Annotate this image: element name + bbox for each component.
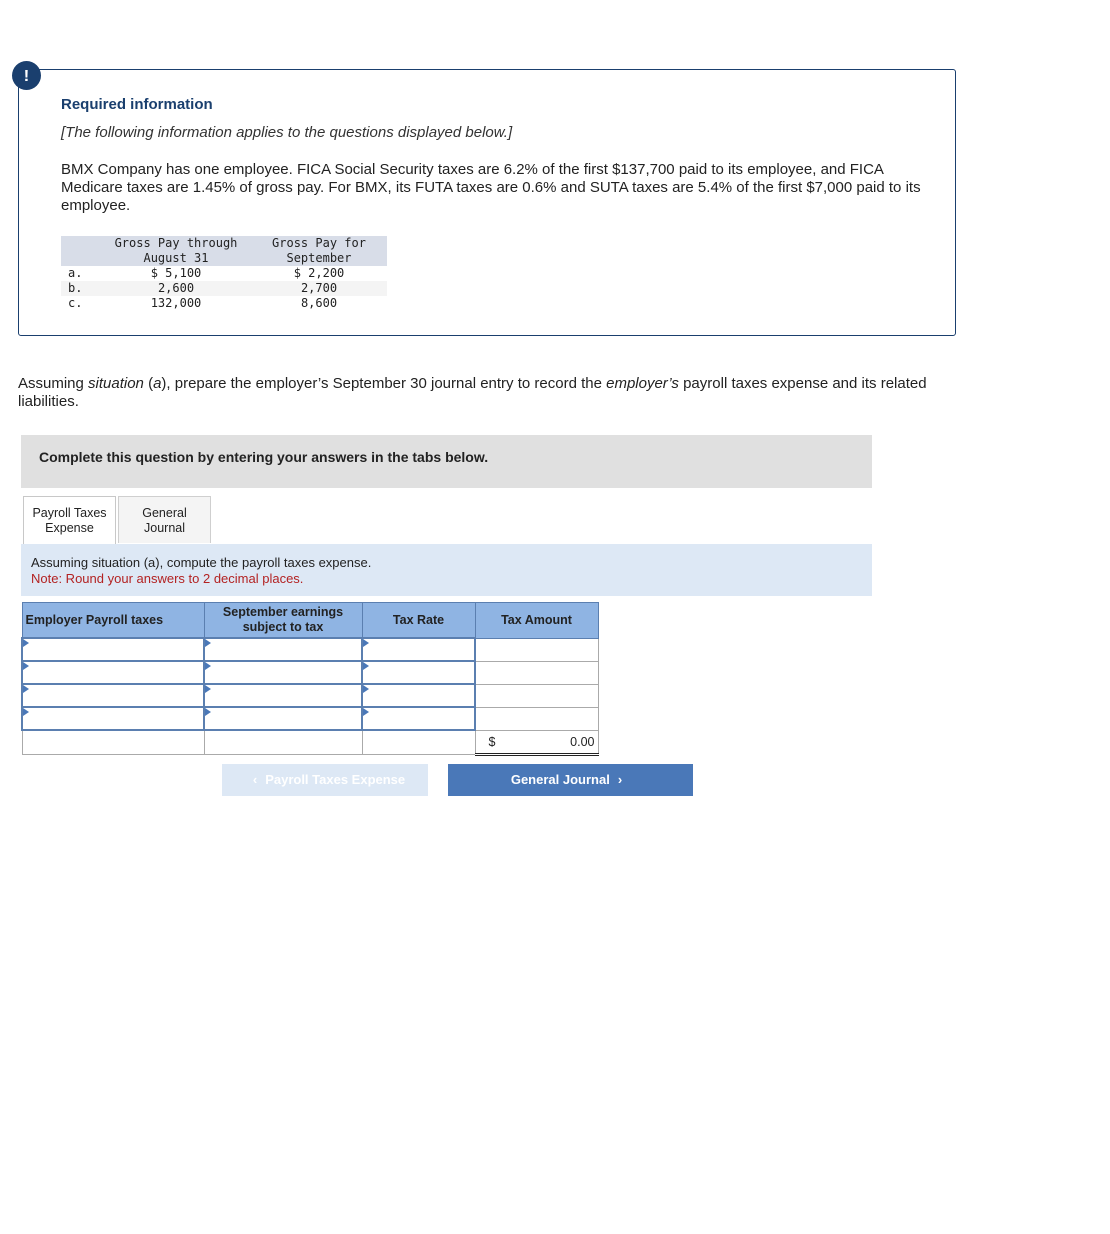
total-value: 0.00 <box>570 734 595 749</box>
table-row <box>61 266 387 281</box>
earnings-input[interactable] <box>204 707 362 730</box>
tax-amount-cell <box>475 638 598 661</box>
table-row <box>61 296 387 311</box>
tax-rate-input[interactable] <box>362 707 475 730</box>
aug-value: 2,600 <box>101 281 251 296</box>
tax-rate-input[interactable] <box>362 684 475 707</box>
col-header-tax-rate: Tax Rate <box>362 603 475 639</box>
tab-payroll-taxes-expense[interactable] <box>23 496 116 544</box>
chevron-left-icon: ‹ <box>252 772 258 787</box>
question-text <box>18 375 938 411</box>
table-row <box>22 661 598 684</box>
next-tab-button[interactable] <box>448 764 693 796</box>
chevron-right-icon: › <box>617 772 623 787</box>
header-text: Gross Pay through <box>114 236 238 250</box>
tax-rate-input[interactable] <box>362 661 475 684</box>
tax-rate-input[interactable] <box>362 638 475 661</box>
col-header-tax-amount: Tax Amount <box>475 603 598 639</box>
tax-name-input[interactable] <box>22 707 204 730</box>
payroll-taxes-table <box>21 602 599 756</box>
currency-symbol: $ <box>488 734 496 749</box>
col-header-aug <box>101 236 251 266</box>
table-row <box>22 638 598 661</box>
empty-cell <box>362 730 475 754</box>
button-label: General Journal <box>510 772 610 787</box>
row-label: c. <box>68 296 83 310</box>
question-part: ), prepare the employer’s September 30 journal entry to record the <box>161 375 607 392</box>
header-text: August 31 <box>143 251 209 265</box>
banner-text: Complete this question by entering your answers in the tabs below. <box>39 449 489 465</box>
question-part: Assuming <box>18 375 89 392</box>
row-label: b. <box>61 281 101 296</box>
earnings-input[interactable] <box>204 661 362 684</box>
aug-value: 132,000 <box>150 296 202 310</box>
total-tax-amount-cell <box>475 730 598 754</box>
earnings-input[interactable] <box>204 638 362 661</box>
question-part: a <box>153 375 162 392</box>
button-label: Payroll Taxes Expense <box>265 772 406 787</box>
header-text: subject to tax <box>242 620 324 634</box>
question-part: situation <box>88 375 144 392</box>
sep-value: 2,700 <box>251 281 387 296</box>
tab-label: Payroll Taxes <box>32 506 107 520</box>
sep-value: $ 2,200 <box>293 266 345 280</box>
header-text: September <box>286 251 352 265</box>
tab-label: General <box>142 506 187 520</box>
empty-cell <box>22 730 204 754</box>
info-title: Required information <box>61 96 213 113</box>
table-row <box>22 684 598 707</box>
question-part: payroll taxes expense and its related liabilities. <box>18 375 927 410</box>
header-text: Gross Pay for <box>272 236 366 250</box>
sep-value: 8,600 <box>300 296 338 310</box>
tax-amount-cell <box>475 661 598 684</box>
tax-amount-cell <box>475 707 598 730</box>
earnings-input[interactable] <box>204 684 362 707</box>
aug-value: $ 5,100 <box>150 266 202 280</box>
col-header-september-earnings <box>204 603 362 639</box>
tax-amount-cell <box>475 684 598 707</box>
table-row <box>61 281 387 296</box>
prev-tab-button[interactable] <box>222 764 428 796</box>
tab-general-journal[interactable] <box>118 496 211 543</box>
exclamation-icon: ! <box>12 61 41 90</box>
gross-pay-table <box>61 236 387 311</box>
complete-question-banner <box>21 435 872 488</box>
tax-name-input[interactable] <box>22 684 204 707</box>
tax-name-input[interactable] <box>22 661 204 684</box>
header-text: September earnings <box>222 605 344 619</box>
tab-label: Expense <box>45 521 94 535</box>
instruction-note: Note: Round your answers to 2 decimal places. <box>31 571 304 586</box>
question-part: ( <box>143 375 154 392</box>
instruction-text: Assuming situation (a), compute the payroll taxes expense. <box>31 555 372 570</box>
empty-cell <box>204 730 362 754</box>
info-body: BMX Company has one employee. FICA Social Security taxes are 6.2% of the first $137,700 paid to its employee, and FICA Medicare taxes are 1.45% of gross pay. For BMX, its FUTA taxes are 0.6% and SUTA taxes are 5.4% of the first $7,000 paid to its employee. <box>61 161 921 214</box>
row-label: a. <box>68 266 83 280</box>
info-subtitle: [The following information applies to the questions displayed below.] <box>61 124 513 141</box>
tax-name-input[interactable] <box>22 638 204 661</box>
table-row <box>22 707 598 730</box>
instructions-panel <box>21 544 872 596</box>
col-header-sep <box>251 236 387 266</box>
col-header-employer-payroll-taxes: Employer Payroll taxes <box>22 603 204 639</box>
tab-label: Journal <box>144 521 185 535</box>
required-information-box <box>18 69 956 336</box>
question-part: employer’s <box>606 375 679 392</box>
total-row <box>22 730 598 754</box>
